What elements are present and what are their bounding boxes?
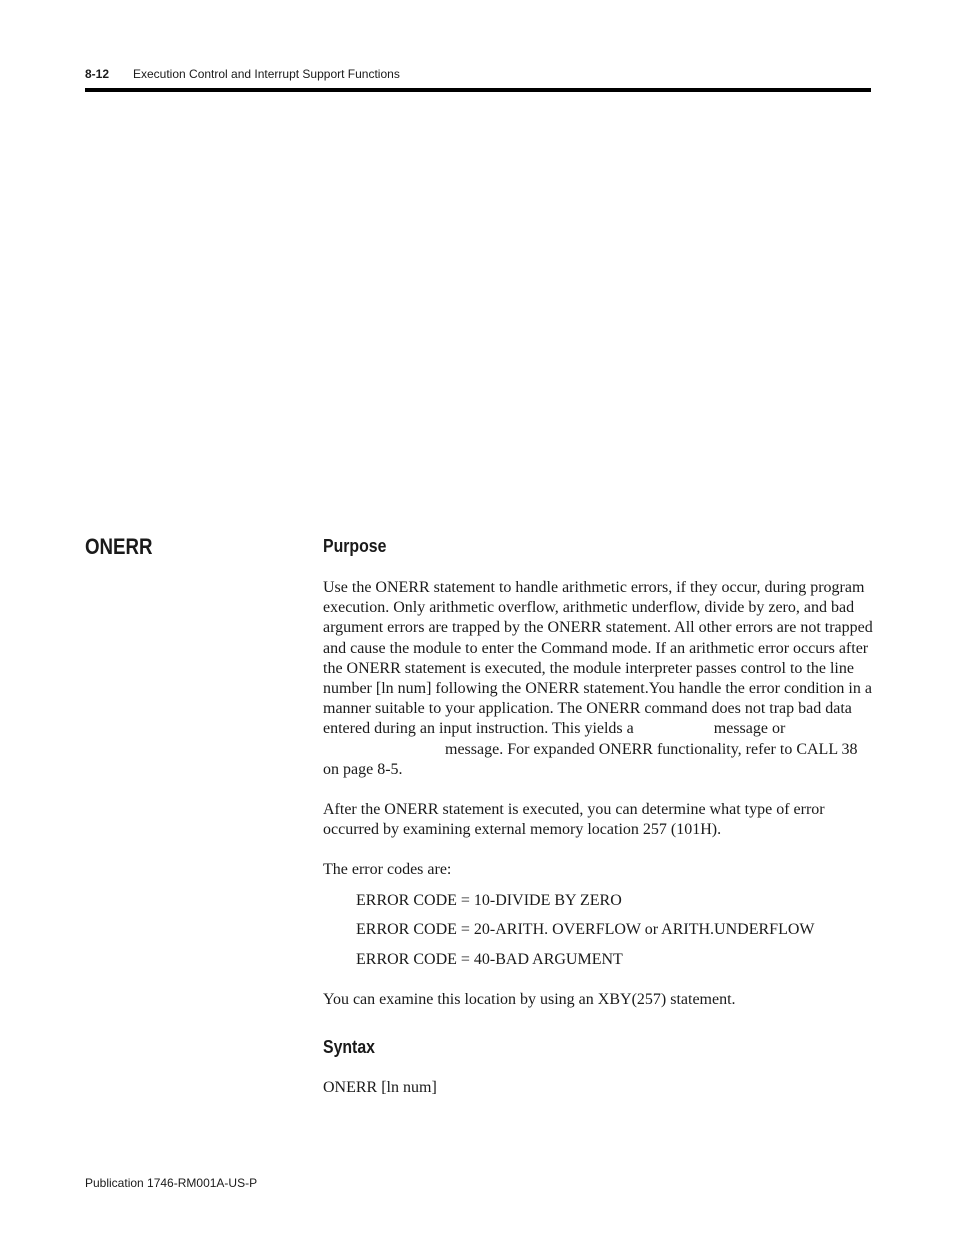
spacer [323, 1060, 875, 1078]
error-code-line: ERROR CODE = 20-ARITH. OVERFLOW or ARITH.UNDERFLOW [356, 921, 815, 939]
spacer [323, 1010, 875, 1034]
purpose-paragraph-1 [323, 578, 875, 780]
purpose-text-part-3: message. For expanded ONERR functionality, refer to CALL 38 on page 8-5. [323, 740, 858, 778]
syntax-text: ONERR [ln num] [323, 1078, 437, 1096]
spacer [323, 980, 875, 990]
error-code-line: ERROR CODE = 40-BAD ARGUMENT [356, 951, 623, 969]
header-rule [85, 88, 871, 92]
spacer [323, 840, 875, 860]
purpose-heading: Purpose [323, 536, 387, 556]
page-footer: Publication 1746-RM001A-US-P [85, 1176, 258, 1190]
section-content [323, 533, 875, 1098]
spacer [323, 881, 875, 891]
purpose-paragraph-2: After the ONERR statement is executed, you can determine what type of error occurred by examining external memory location 257 (101H). [323, 801, 825, 839]
purpose-text-part-1: Use the ONERR statement to handle arithmetic errors, if they occur, during program execution. Only arithmetic overflow, arithmetic underflow, divide by zero, and bad argument errors are trapped by the ONERR statement. All other errors are not trapped and cause the module to enter the Command mode. If an arithmetic error occurs after the ONERR statement is executed, the module interpreter passes control to the line number [ln num] following the ONERR statement.You handle the error condition in a manner suitable to your application. The ONERR command does not trap bad data entered during an input instruction. This yields a [323, 579, 873, 738]
page-header [85, 66, 871, 82]
section-title: ONERR [85, 534, 153, 559]
error-code-line: ERROR CODE = 10-DIVIDE BY ZERO [356, 891, 622, 909]
purpose-paragraph-3: The error codes are: [323, 861, 452, 879]
purpose-paragraph-4: You can examine this location by using an XBY(257) statement. [323, 990, 736, 1008]
purpose-text-part-2: message or [713, 720, 786, 738]
spacer [323, 559, 875, 578]
spacer [323, 780, 875, 800]
chapter-title: Execution Control and Interrupt Support Functions [133, 67, 400, 81]
syntax-heading: Syntax [323, 1036, 375, 1057]
page-number: 8-12 [85, 67, 110, 81]
